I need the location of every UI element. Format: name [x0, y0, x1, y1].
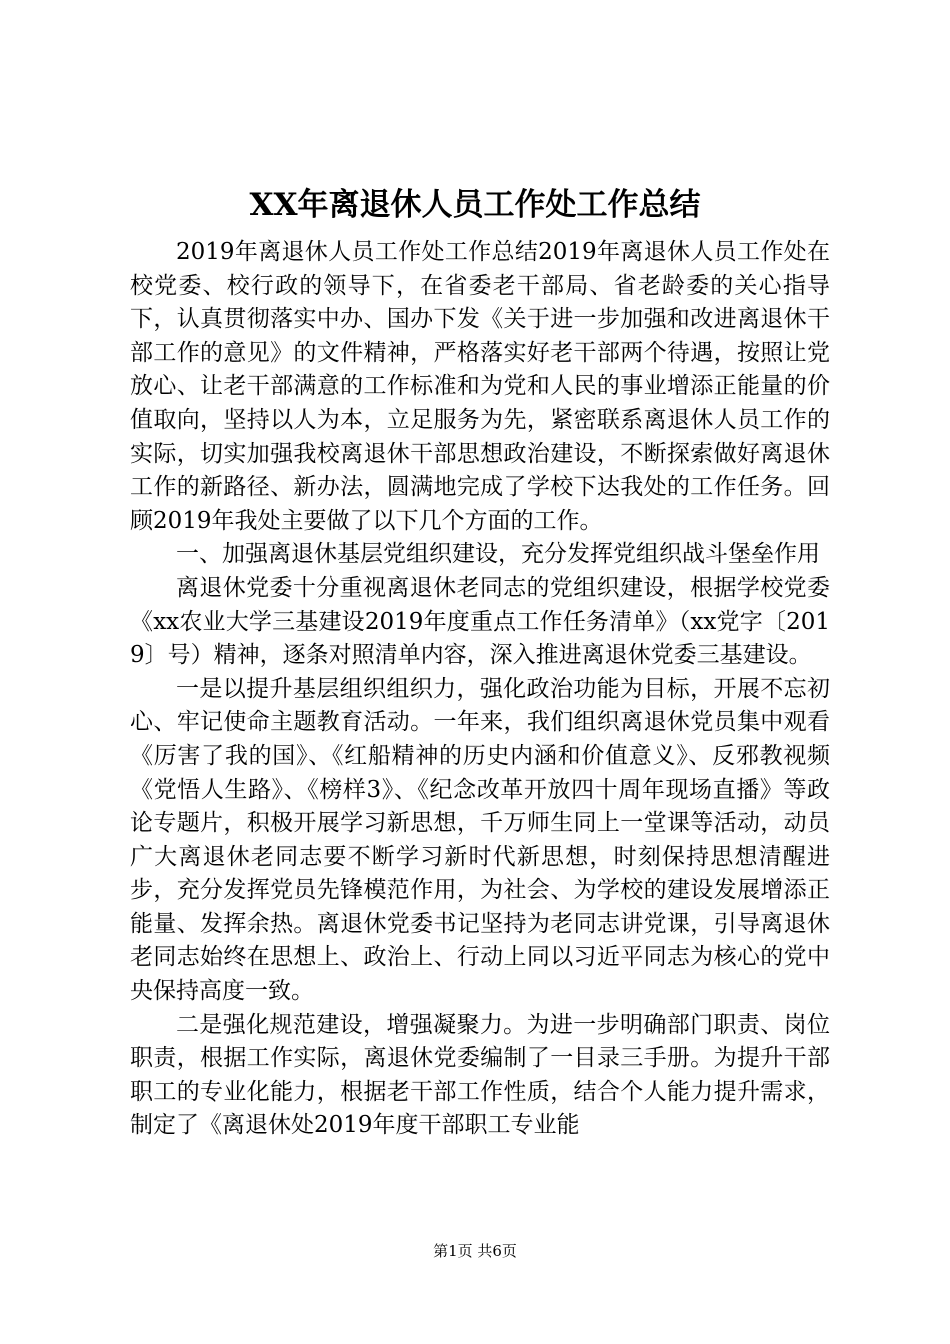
paragraph-intro: 2019年离退休人员工作处工作总结2019年离退休人员工作处在校党委、校行政的领导下，在省委老干部局、省老龄委的关心指导下，认真贯彻落实中办、国办下发《关于进一步加强和改进离退休干部工作的意见》的文件精神，严格落实好老干部两个待遇，按照让党放心、让老干部满意的工作标准和为党和人民的事业增添正能量的价值取向，坚持以人为本，立足服务为先，紧密联系离退休人员工作的实际，切实加强我校离退休干部思想政治建设，不断探索做好离退休工作的新路径、新办法，圆满地完成了学校下达我处的工作任务。回顾2019年我处主要做了以下几个方面的工作。: [130, 239, 830, 534]
paragraph-party-building: 离退休党委十分重视离退休老同志的党组织建设，根据学校党委《xx农业大学三基建设2019年度重点工作任务清单》（xx党字〔2019〕号）精神，逐条对照清单内容，深入推进离退休党委三基建设。: [130, 574, 830, 669]
paragraph-point-two: 二是强化规范建设，增强凝聚力。为进一步明确部门职责、岗位职责，根据工作实际，离退休党委编制了一目录三手册。为提升干部职工的专业化能力，根据老干部工作性质，结合个人能力提升需求，制定了《离退休处2019年度干部职工专业能: [130, 1011, 830, 1139]
paragraph-point-one: 一是以提升基层组织组织力，强化政治功能为目标，开展不忘初心、牢记使命主题教育活动。一年来，我们组织离退休党员集中观看《厉害了我的国》、《红船精神的历史内涵和价值意义》、反邪教视频《党悟人生路》、《榜样3》、《纪念改革开放四十周年现场直播》等政论专题片，积极开展学习新思想，千万师生同上一堂课等活动，动员广大离退休老同志要不断学习新时代新思想，时刻保持思想清醒进步，充分发挥党员先锋模范作用，为社会、为学校的建设发展增添正能量、发挥余热。离退休党委书记坚持为老同志讲党课，引导离退休老同志始终在思想上、政治上、行动上同以习近平同志为核心的党中央保持高度一致。: [130, 675, 830, 1005]
page-footer: 第1页 共6页: [433, 1242, 517, 1260]
document-title: XX年离退休人员工作处工作总结: [249, 187, 701, 223]
section-heading-1: 一、加强离退休基层党组织建设，充分发挥党组织战斗堡垒作用: [176, 541, 820, 568]
document-body: [130, 236, 830, 1143]
